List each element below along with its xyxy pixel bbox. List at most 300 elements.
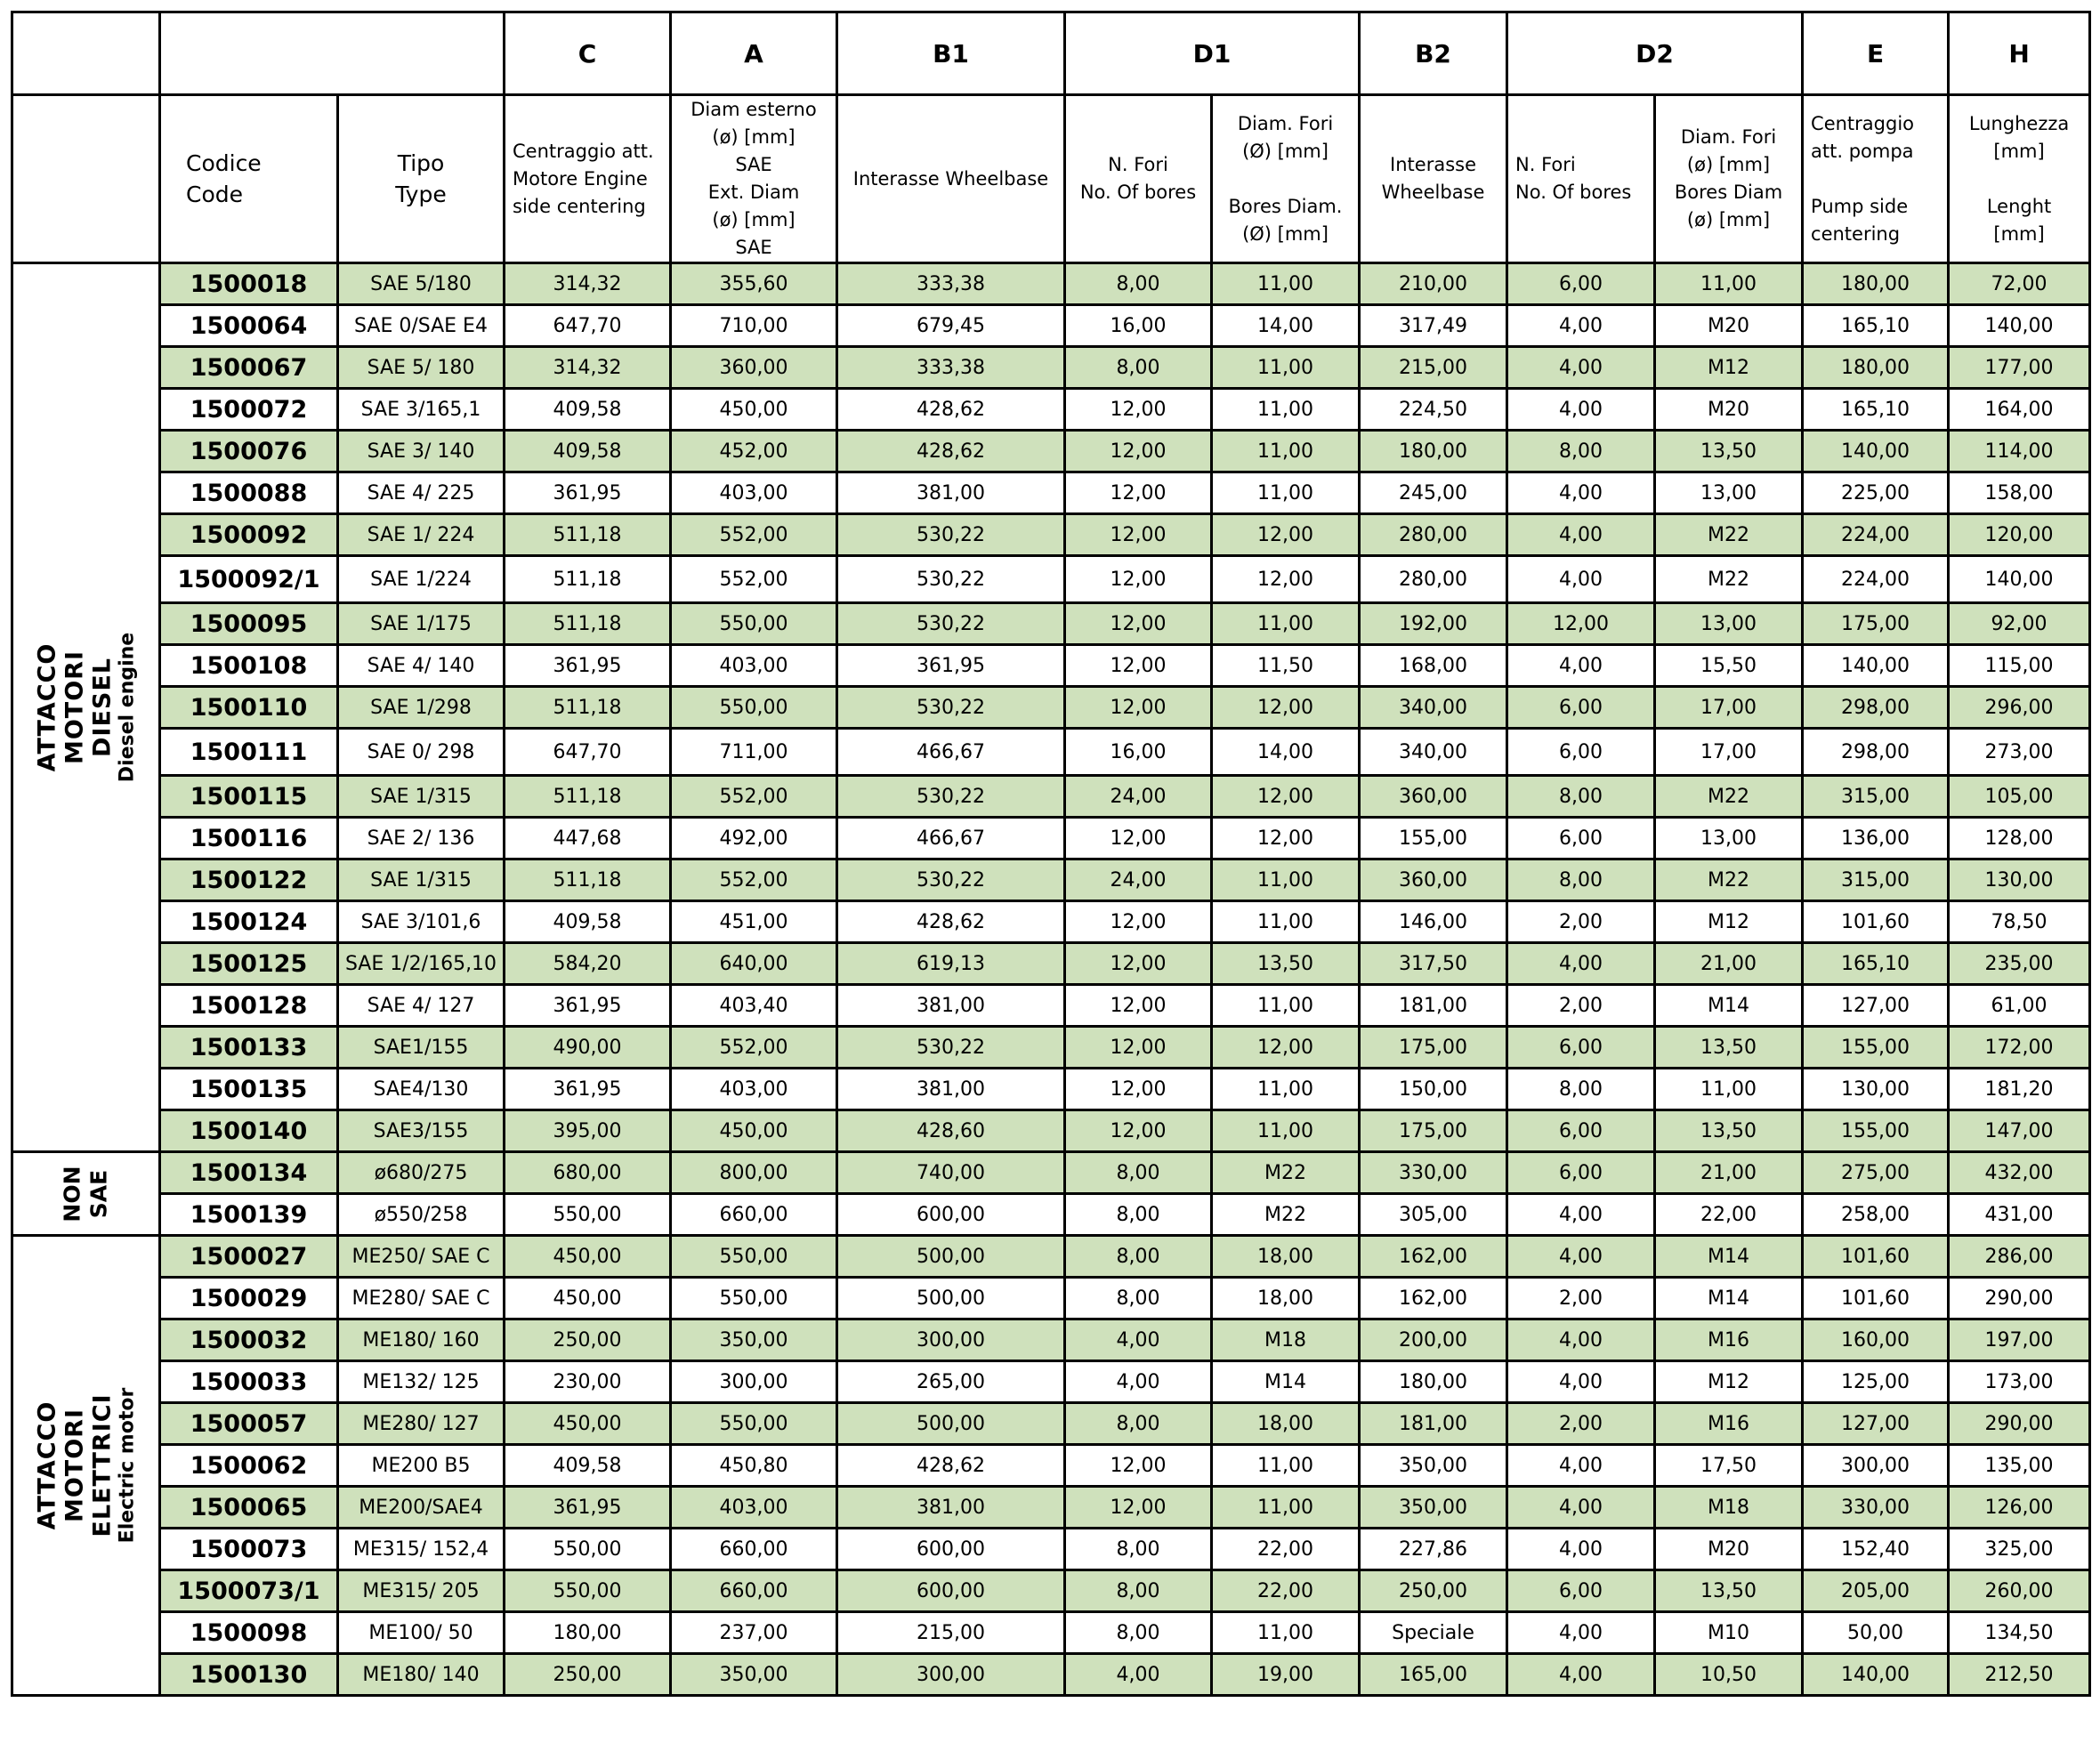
cell-b2: 360,00 [1360, 859, 1507, 901]
cell-b2: 350,00 [1360, 1445, 1507, 1487]
cell-a: 710,00 [671, 305, 837, 347]
table-row [12, 776, 2090, 818]
cell-code: 1500115 [160, 776, 338, 818]
cell-c: 230,00 [505, 1361, 671, 1403]
cell-c: 511,18 [505, 556, 671, 603]
cell-e: 155,00 [1803, 1110, 1949, 1152]
cell-a: 552,00 [671, 556, 837, 603]
cell-d2-n: 6,00 [1507, 729, 1655, 776]
cell-d1-n: 12,00 [1065, 1445, 1212, 1487]
group-label-text [60, 1152, 113, 1236]
table-row [12, 1069, 2090, 1110]
cell-e: 258,00 [1803, 1194, 1949, 1236]
cell-e: 315,00 [1803, 776, 1949, 818]
cell-tipo: SAE 1/2/165,10 [338, 943, 505, 985]
cell-a: 360,00 [671, 347, 837, 389]
cell-d1-d: 18,00 [1212, 1278, 1360, 1319]
cell-e: 205,00 [1803, 1570, 1949, 1612]
cell-h: 173,00 [1949, 1361, 2090, 1403]
cell-a: 800,00 [671, 1152, 837, 1194]
cell-d1-d: 19,00 [1212, 1654, 1360, 1696]
table-row [12, 901, 2090, 943]
cell-tipo: ME180/ 160 [338, 1319, 505, 1361]
cell-d1-d: 11,00 [1212, 431, 1360, 472]
cell-d1-d: 18,00 [1212, 1236, 1360, 1278]
cell-a: 450,80 [671, 1445, 837, 1487]
cell-b1: 500,00 [837, 1236, 1065, 1278]
cell-code: 1500064 [160, 305, 338, 347]
cell-h: 105,00 [1949, 776, 2090, 818]
cell-d2-d: M16 [1655, 1403, 1803, 1445]
group-subtitle: Electric motor [116, 1387, 139, 1544]
header-e: E [1803, 12, 1949, 95]
table-row [12, 1612, 2090, 1654]
cell-d1-d: 12,00 [1212, 1027, 1360, 1069]
cell-d2-n: 4,00 [1507, 472, 1655, 514]
cell-e: 298,00 [1803, 687, 1949, 729]
cell-a: 550,00 [671, 687, 837, 729]
cell-b2: 280,00 [1360, 556, 1507, 603]
cell-tipo: SAE 2/ 136 [338, 818, 505, 859]
cell-d2-d: 13,50 [1655, 1110, 1803, 1152]
cell-d1-d: 18,00 [1212, 1403, 1360, 1445]
cell-d2-d: 13,00 [1655, 603, 1803, 645]
cell-d2-d: 13,00 [1655, 818, 1803, 859]
cell-h: 164,00 [1949, 389, 2090, 431]
cell-e: 165,10 [1803, 389, 1949, 431]
cell-a: 550,00 [671, 1403, 837, 1445]
cell-tipo: SAE3/155 [338, 1110, 505, 1152]
cell-b1: 530,22 [837, 514, 1065, 556]
group-title: ATTACCO MOTORI ELETTRICI [33, 1393, 117, 1537]
cell-a: 237,00 [671, 1612, 837, 1654]
cell-e: 101,60 [1803, 901, 1949, 943]
cell-b1: 381,00 [837, 1069, 1065, 1110]
cell-code: 1500110 [160, 687, 338, 729]
cell-e: 101,60 [1803, 1236, 1949, 1278]
cell-d2-d: M22 [1655, 514, 1803, 556]
cell-d1-n: 8,00 [1065, 263, 1212, 305]
cell-b1: 381,00 [837, 1487, 1065, 1529]
table-row [12, 1278, 2090, 1319]
cell-d1-n: 12,00 [1065, 472, 1212, 514]
cell-b2: 280,00 [1360, 514, 1507, 556]
cell-a: 660,00 [671, 1570, 837, 1612]
cell-e: 165,10 [1803, 305, 1949, 347]
cell-d2-n: 6,00 [1507, 1152, 1655, 1194]
cell-c: 409,58 [505, 431, 671, 472]
cell-tipo: SAE 1/ 224 [338, 514, 505, 556]
cell-code: 1500088 [160, 472, 338, 514]
cell-b1: 428,62 [837, 431, 1065, 472]
cell-code: 1500073/1 [160, 1570, 338, 1612]
cell-d2-n: 6,00 [1507, 1570, 1655, 1612]
cell-a: 451,00 [671, 901, 837, 943]
cell-tipo: SAE 4/ 127 [338, 985, 505, 1027]
cell-d1-n: 8,00 [1065, 1403, 1212, 1445]
group-label [12, 1152, 160, 1236]
cell-h: 260,00 [1949, 1570, 2090, 1612]
cell-d2-d: 13,50 [1655, 1027, 1803, 1069]
cell-code: 1500072 [160, 389, 338, 431]
cell-a: 355,60 [671, 263, 837, 305]
cell-e: 175,00 [1803, 603, 1949, 645]
cell-h: 325,00 [1949, 1529, 2090, 1570]
cell-a: 350,00 [671, 1319, 837, 1361]
cell-c: 511,18 [505, 859, 671, 901]
cell-b2: 181,00 [1360, 1403, 1507, 1445]
cell-d2-d: 11,00 [1655, 263, 1803, 305]
cell-code: 1500134 [160, 1152, 338, 1194]
cell-d1-n: 8,00 [1065, 1612, 1212, 1654]
cell-d1-n: 12,00 [1065, 603, 1212, 645]
table-row [12, 1487, 2090, 1529]
cell-b1: 381,00 [837, 985, 1065, 1027]
cell-tipo: SAE 3/165,1 [338, 389, 505, 431]
cell-tipo: ø550/258 [338, 1194, 505, 1236]
cell-tipo: ME280/ SAE C [338, 1278, 505, 1319]
cell-a: 403,00 [671, 645, 837, 687]
cell-d1-n: 8,00 [1065, 347, 1212, 389]
cell-c: 450,00 [505, 1278, 671, 1319]
header-d2: D2 [1507, 12, 1803, 95]
cell-d2-d: M10 [1655, 1612, 1803, 1654]
cell-d2-d: M12 [1655, 1361, 1803, 1403]
cell-b1: 428,62 [837, 901, 1065, 943]
cell-b1: 530,22 [837, 1027, 1065, 1069]
cell-d2-d: M12 [1655, 901, 1803, 943]
cell-h: 120,00 [1949, 514, 2090, 556]
cell-h: 92,00 [1949, 603, 2090, 645]
cell-b2: 340,00 [1360, 687, 1507, 729]
cell-e: 125,00 [1803, 1361, 1949, 1403]
cell-b2: 215,00 [1360, 347, 1507, 389]
cell-a: 550,00 [671, 1236, 837, 1278]
table-row [12, 1445, 2090, 1487]
cell-b2: 165,00 [1360, 1654, 1507, 1696]
cell-a: 711,00 [671, 729, 837, 776]
table-row [12, 687, 2090, 729]
cell-e: 180,00 [1803, 263, 1949, 305]
cell-d1-d: 11,00 [1212, 1487, 1360, 1529]
cell-code: 1500098 [160, 1612, 338, 1654]
cell-tipo: SAE 4/ 140 [338, 645, 505, 687]
cell-h: 115,00 [1949, 645, 2090, 687]
cell-b2: 245,00 [1360, 472, 1507, 514]
cell-tipo: ME200 B5 [338, 1445, 505, 1487]
cell-e: 315,00 [1803, 859, 1949, 901]
cell-e: 225,00 [1803, 472, 1949, 514]
cell-d2-n: 4,00 [1507, 347, 1655, 389]
table-row [12, 1403, 2090, 1445]
cell-d1-d: M22 [1212, 1152, 1360, 1194]
flange-spec-table [11, 11, 2091, 1697]
cell-code: 1500124 [160, 901, 338, 943]
cell-h: 172,00 [1949, 1027, 2090, 1069]
cell-a: 403,00 [671, 472, 837, 514]
cell-b1: 679,45 [837, 305, 1065, 347]
cell-h: 78,50 [1949, 901, 2090, 943]
cell-h: 61,00 [1949, 985, 2090, 1027]
cell-d2-n: 8,00 [1507, 1069, 1655, 1110]
cell-d2-n: 4,00 [1507, 1529, 1655, 1570]
cell-b1: 600,00 [837, 1529, 1065, 1570]
cell-a: 660,00 [671, 1529, 837, 1570]
cell-e: 130,00 [1803, 1069, 1949, 1110]
cell-d2-n: 4,00 [1507, 1445, 1655, 1487]
cell-b1: 466,67 [837, 818, 1065, 859]
cell-b2: 330,00 [1360, 1152, 1507, 1194]
cell-e: 140,00 [1803, 1654, 1949, 1696]
cell-d1-n: 12,00 [1065, 431, 1212, 472]
cell-d2-n: 4,00 [1507, 1319, 1655, 1361]
cell-code: 1500135 [160, 1069, 338, 1110]
cell-c: 550,00 [505, 1194, 671, 1236]
cell-h: 235,00 [1949, 943, 2090, 985]
cell-tipo: SAE 1/224 [338, 556, 505, 603]
cell-e: 300,00 [1803, 1445, 1949, 1487]
table-row [12, 1027, 2090, 1069]
table-row [12, 347, 2090, 389]
cell-h: 147,00 [1949, 1110, 2090, 1152]
subheader-d2-d: Diam. Fori (ø) [mm] Bores Diam (ø) [mm] [1655, 95, 1803, 263]
cell-tipo: SAE1/155 [338, 1027, 505, 1069]
cell-d2-d: 22,00 [1655, 1194, 1803, 1236]
cell-d1-d: 11,00 [1212, 347, 1360, 389]
header-blank [160, 12, 505, 95]
cell-h: 290,00 [1949, 1278, 2090, 1319]
cell-d1-n: 12,00 [1065, 943, 1212, 985]
cell-d2-d: 17,00 [1655, 729, 1803, 776]
cell-h: 158,00 [1949, 472, 2090, 514]
cell-d2-n: 4,00 [1507, 645, 1655, 687]
cell-b1: 300,00 [837, 1319, 1065, 1361]
cell-d2-n: 4,00 [1507, 389, 1655, 431]
cell-c: 647,70 [505, 729, 671, 776]
cell-d2-n: 8,00 [1507, 776, 1655, 818]
cell-d1-d: 12,00 [1212, 556, 1360, 603]
cell-tipo: SAE 1/298 [338, 687, 505, 729]
cell-a: 450,00 [671, 1110, 837, 1152]
cell-tipo: SAE 5/ 180 [338, 347, 505, 389]
cell-code: 1500111 [160, 729, 338, 776]
table-row [12, 556, 2090, 603]
cell-e: 275,00 [1803, 1152, 1949, 1194]
cell-tipo: SAE 1/175 [338, 603, 505, 645]
table-row [12, 603, 2090, 645]
cell-c: 395,00 [505, 1110, 671, 1152]
cell-b1: 530,22 [837, 603, 1065, 645]
subheader-tipo: Tipo Type [338, 95, 505, 263]
cell-d1-d: 11,00 [1212, 901, 1360, 943]
cell-c: 250,00 [505, 1654, 671, 1696]
cell-code: 1500065 [160, 1487, 338, 1529]
cell-b2: 360,00 [1360, 776, 1507, 818]
cell-d2-n: 4,00 [1507, 1487, 1655, 1529]
cell-b2: 200,00 [1360, 1319, 1507, 1361]
cell-h: 135,00 [1949, 1445, 2090, 1487]
cell-d1-d: 22,00 [1212, 1570, 1360, 1612]
subheader-h: Lunghezza [mm] Lenght [mm] [1949, 95, 2090, 263]
cell-d2-n: 12,00 [1507, 603, 1655, 645]
cell-d2-d: M20 [1655, 389, 1803, 431]
table-row [12, 1654, 2090, 1696]
cell-e: 298,00 [1803, 729, 1949, 776]
cell-d2-n: 2,00 [1507, 1278, 1655, 1319]
cell-tipo: ME315/ 205 [338, 1570, 505, 1612]
cell-d1-n: 12,00 [1065, 818, 1212, 859]
cell-d1-n: 8,00 [1065, 1278, 1212, 1319]
cell-c: 511,18 [505, 776, 671, 818]
header-c: C [505, 12, 671, 95]
cell-d2-n: 4,00 [1507, 1236, 1655, 1278]
cell-c: 361,95 [505, 985, 671, 1027]
cell-h: 140,00 [1949, 305, 2090, 347]
cell-tipo: SAE 0/ 298 [338, 729, 505, 776]
table-row [12, 389, 2090, 431]
cell-d2-n: 6,00 [1507, 1027, 1655, 1069]
cell-b1: 428,60 [837, 1110, 1065, 1152]
cell-b2: 146,00 [1360, 901, 1507, 943]
group-title: ATTACCO MOTORI DIESEL [33, 642, 117, 772]
cell-e: 155,00 [1803, 1027, 1949, 1069]
subheader-b1: Interasse Wheelbase [837, 95, 1065, 263]
cell-d1-d: 11,00 [1212, 263, 1360, 305]
cell-d1-d: 13,50 [1212, 943, 1360, 985]
cell-c: 680,00 [505, 1152, 671, 1194]
cell-d1-n: 12,00 [1065, 1027, 1212, 1069]
group-label-text [33, 1387, 139, 1544]
subheader-d1-d: Diam. Fori (Ø) [mm] Bores Diam. (Ø) [mm] [1212, 95, 1360, 263]
cell-d2-n: 4,00 [1507, 943, 1655, 985]
cell-e: 224,00 [1803, 514, 1949, 556]
cell-code: 1500062 [160, 1445, 338, 1487]
cell-tipo: ME132/ 125 [338, 1361, 505, 1403]
group-title: NON SAE [59, 1165, 112, 1223]
cell-d1-n: 12,00 [1065, 1487, 1212, 1529]
cell-e: 330,00 [1803, 1487, 1949, 1529]
cell-h: 114,00 [1949, 431, 2090, 472]
cell-b1: 466,67 [837, 729, 1065, 776]
cell-b1: 381,00 [837, 472, 1065, 514]
cell-h: 273,00 [1949, 729, 2090, 776]
header-d1: D1 [1065, 12, 1360, 95]
header-b2: B2 [1360, 12, 1507, 95]
cell-a: 403,00 [671, 1487, 837, 1529]
cell-code: 1500029 [160, 1278, 338, 1319]
cell-d1-n: 8,00 [1065, 1152, 1212, 1194]
cell-b1: 600,00 [837, 1570, 1065, 1612]
cell-b2: 150,00 [1360, 1069, 1507, 1110]
cell-d1-d: 12,00 [1212, 818, 1360, 859]
cell-b2: 250,00 [1360, 1570, 1507, 1612]
cell-d1-n: 8,00 [1065, 1529, 1212, 1570]
cell-e: 127,00 [1803, 985, 1949, 1027]
header-b1: B1 [837, 12, 1065, 95]
cell-d2-n: 2,00 [1507, 1403, 1655, 1445]
table-row [12, 431, 2090, 472]
cell-h: 432,00 [1949, 1152, 2090, 1194]
cell-h: 128,00 [1949, 818, 2090, 859]
cell-d2-d: 13,00 [1655, 472, 1803, 514]
cell-h: 72,00 [1949, 263, 2090, 305]
cell-d2-d: M22 [1655, 776, 1803, 818]
cell-h: 177,00 [1949, 347, 2090, 389]
cell-b2: 162,00 [1360, 1236, 1507, 1278]
cell-d2-n: 4,00 [1507, 1612, 1655, 1654]
cell-d2-d: 13,50 [1655, 1570, 1803, 1612]
cell-e: 224,00 [1803, 556, 1949, 603]
table-row [12, 1236, 2090, 1278]
table-row [12, 514, 2090, 556]
cell-tipo: SAE 4/ 225 [338, 472, 505, 514]
cell-d1-d: 11,00 [1212, 1612, 1360, 1654]
cell-a: 550,00 [671, 603, 837, 645]
cell-b1: 530,22 [837, 687, 1065, 729]
cell-b2: 224,50 [1360, 389, 1507, 431]
cell-d1-n: 8,00 [1065, 1236, 1212, 1278]
cell-a: 452,00 [671, 431, 837, 472]
cell-b1: 265,00 [837, 1361, 1065, 1403]
cell-b1: 740,00 [837, 1152, 1065, 1194]
cell-b1: 428,62 [837, 1445, 1065, 1487]
cell-code: 1500125 [160, 943, 338, 985]
cell-code: 1500139 [160, 1194, 338, 1236]
subheader-b2: Interasse Wheelbase [1360, 95, 1507, 263]
cell-d2-d: 21,00 [1655, 943, 1803, 985]
cell-c: 361,95 [505, 472, 671, 514]
cell-c: 490,00 [505, 1027, 671, 1069]
cell-a: 403,00 [671, 1069, 837, 1110]
table-row [12, 943, 2090, 985]
table-row [12, 1110, 2090, 1152]
cell-d1-n: 12,00 [1065, 985, 1212, 1027]
cell-d2-d: M14 [1655, 1236, 1803, 1278]
cell-code: 1500027 [160, 1236, 338, 1278]
cell-d1-d: 12,00 [1212, 514, 1360, 556]
cell-d1-n: 4,00 [1065, 1654, 1212, 1696]
cell-d1-d: 11,00 [1212, 472, 1360, 514]
cell-d2-n: 4,00 [1507, 305, 1655, 347]
cell-d2-d: 15,50 [1655, 645, 1803, 687]
cell-h: 286,00 [1949, 1236, 2090, 1278]
cell-c: 180,00 [505, 1612, 671, 1654]
cell-a: 660,00 [671, 1194, 837, 1236]
cell-d2-n: 4,00 [1507, 1361, 1655, 1403]
cell-d1-n: 8,00 [1065, 1570, 1212, 1612]
cell-h: 296,00 [1949, 687, 2090, 729]
cell-d1-n: 12,00 [1065, 901, 1212, 943]
cell-d2-d: 17,00 [1655, 687, 1803, 729]
cell-d1-n: 4,00 [1065, 1319, 1212, 1361]
cell-b1: 361,95 [837, 645, 1065, 687]
cell-tipo: ME315/ 152,4 [338, 1529, 505, 1570]
cell-b1: 600,00 [837, 1194, 1065, 1236]
cell-c: 511,18 [505, 603, 671, 645]
cell-d1-n: 4,00 [1065, 1361, 1212, 1403]
cell-d2-n: 6,00 [1507, 1110, 1655, 1152]
cell-d2-d: M14 [1655, 985, 1803, 1027]
subheader-d1-n: N. Fori No. Of bores [1065, 95, 1212, 263]
table-row [12, 729, 2090, 776]
cell-e: 50,00 [1803, 1612, 1949, 1654]
cell-c: 314,32 [505, 347, 671, 389]
table-row [12, 1152, 2090, 1194]
cell-d2-d: 13,50 [1655, 431, 1803, 472]
cell-d2-n: 6,00 [1507, 687, 1655, 729]
cell-d2-n: 8,00 [1507, 431, 1655, 472]
cell-code: 1500133 [160, 1027, 338, 1069]
